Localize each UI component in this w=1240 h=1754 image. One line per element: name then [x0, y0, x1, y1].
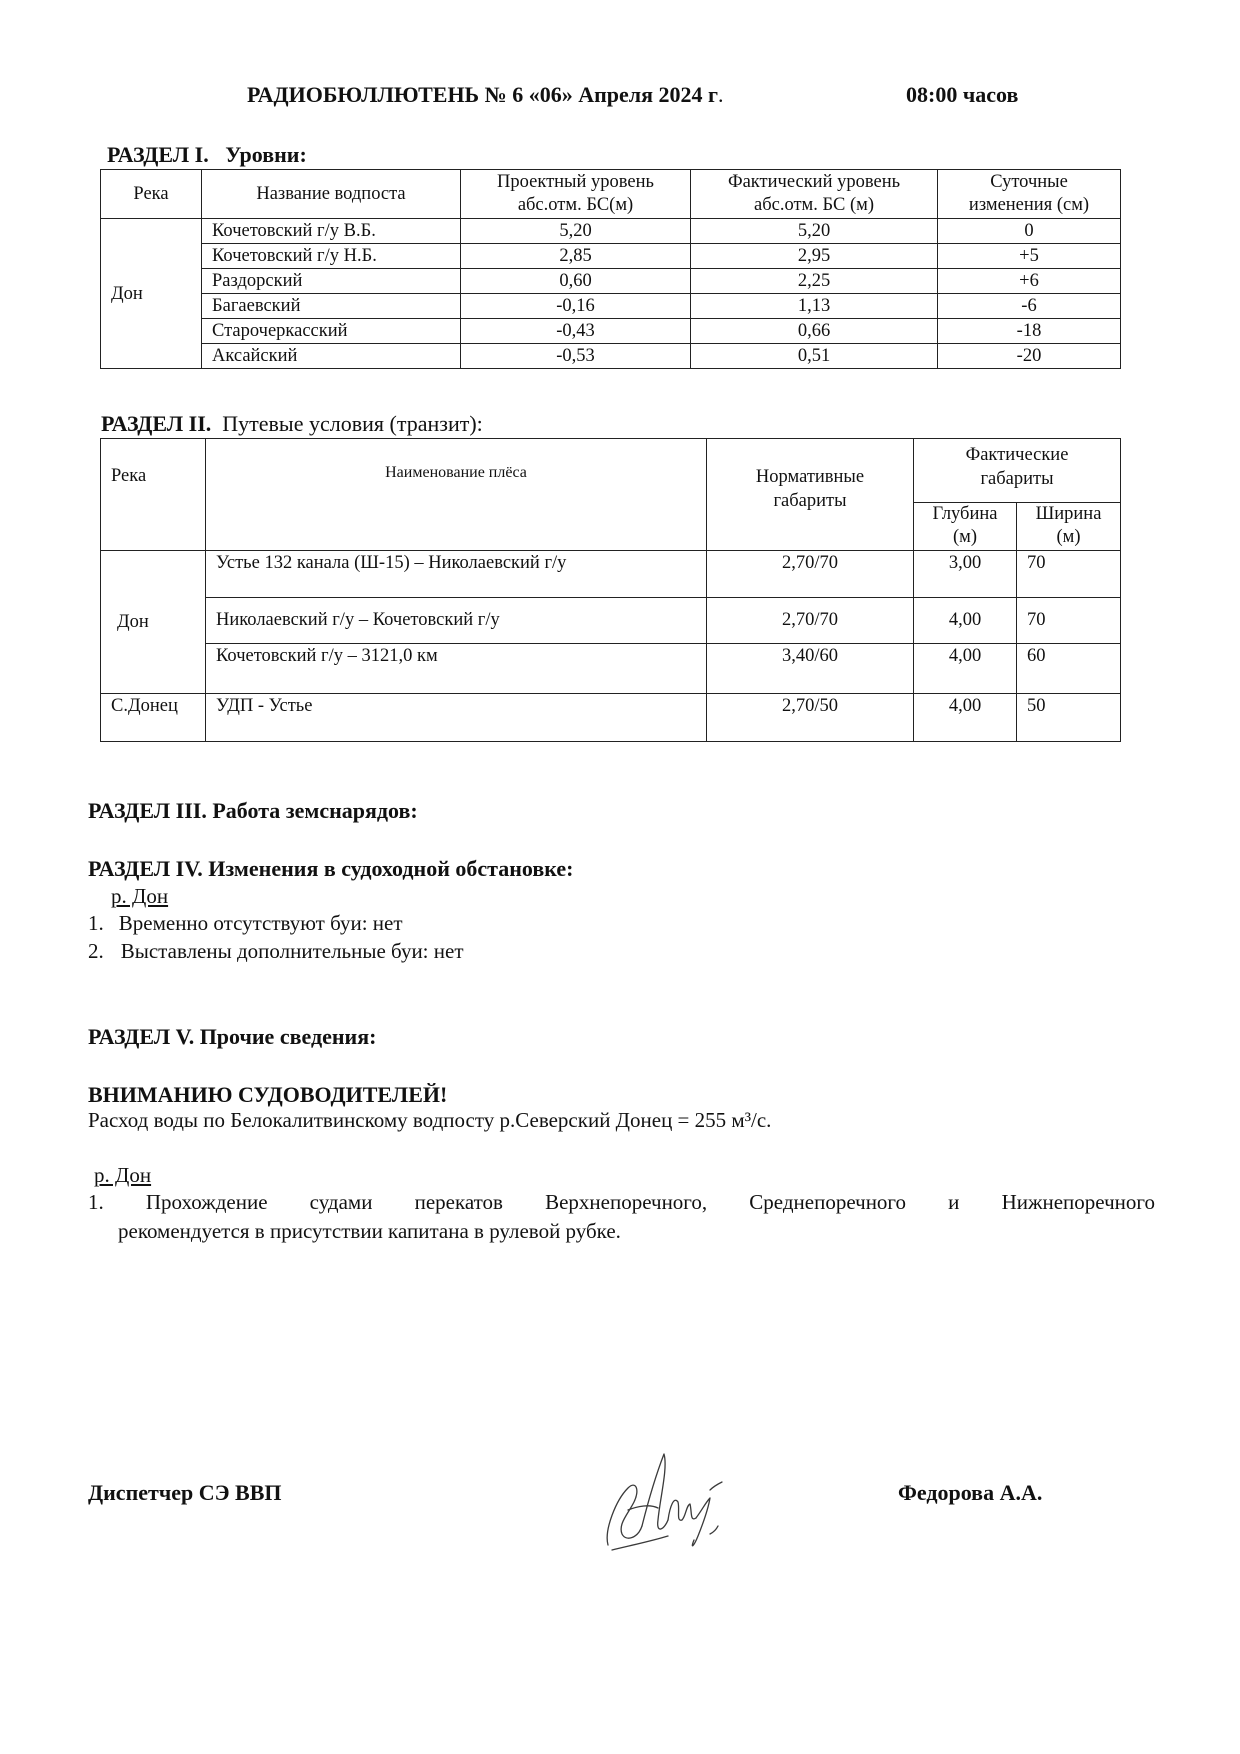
levels-design: 5,20: [461, 219, 691, 244]
dispatcher-role: Диспетчер СЭ ВВП: [88, 1480, 282, 1505]
bulletin-title-dot: .: [718, 82, 724, 107]
section2-heading: [101, 411, 483, 437]
transit-col-width-line1: Ширина: [1035, 504, 1102, 524]
levels-post: Старочеркасский: [202, 319, 461, 344]
levels-col-design-line2: абс.отм. БС(м): [517, 195, 634, 215]
section1-heading-num: РАЗДЕЛ I.: [107, 142, 209, 167]
attention-item: [88, 1190, 1155, 1215]
transit-river-don: Дон: [101, 551, 206, 694]
bulletin-title-text: РАДИОБЮЛЛЮТЕНЬ № 6 «06» Апреля 2024 г: [247, 82, 719, 107]
attention-word: и: [948, 1190, 960, 1214]
transit-table: [100, 438, 1121, 742]
transit-table-header: [101, 439, 1121, 503]
transit-norm: 2,70/70: [707, 598, 914, 644]
list-item: [88, 911, 403, 936]
levels-change: +6: [938, 269, 1121, 294]
section2-heading-text: Путевые условия (транзит):: [222, 411, 483, 436]
transit-width: 60: [1017, 644, 1121, 694]
section1-heading: [107, 142, 307, 168]
attention-item-line1: [88, 1190, 1155, 1215]
transit-col-norm: [707, 439, 914, 551]
list-item-text: Временно отсутствуют буи: нет: [118, 911, 403, 935]
transit-width: 70: [1017, 551, 1121, 598]
table-row: [101, 319, 1121, 344]
levels-col-actual-line1: Фактический уровень: [727, 172, 901, 192]
levels-post: Кочетовский г/у Н.Б.: [202, 244, 461, 269]
transit-col-width: [1017, 503, 1121, 551]
attention-heading: ВНИМАНИЮ СУДОВОДИТЕЛЕЙ!: [88, 1082, 448, 1107]
levels-col-actual: [691, 170, 938, 219]
transit-depth: 4,00: [914, 644, 1017, 694]
levels-actual: 1,13: [691, 294, 938, 319]
transit-col-width-line2: (м): [1056, 527, 1081, 547]
levels-col-change-line2: изменения (см): [968, 195, 1090, 215]
levels-table: [100, 169, 1121, 369]
table-row: [101, 269, 1121, 294]
attention-text: Расход воды по Белокалитвинскому водпосту р.Северский Донец = 255 м³/с.: [88, 1108, 772, 1132]
levels-post: Багаевский: [202, 294, 461, 319]
table-row: [101, 644, 1121, 694]
levels-post: Кочетовский г/у В.Б.: [202, 219, 461, 244]
transit-col-river: Река: [101, 439, 206, 551]
transit-reach: УДП - Устье: [206, 694, 707, 742]
transit-col-depth-line2: (м): [952, 527, 978, 547]
transit-norm: 3,40/60: [707, 644, 914, 694]
table-row: [101, 294, 1121, 319]
transit-col-actual: [914, 439, 1121, 503]
levels-post: Раздорский: [202, 269, 461, 294]
levels-actual: 5,20: [691, 219, 938, 244]
levels-design: -0,43: [461, 319, 691, 344]
transit-col-reach: Наименование плёса: [206, 439, 707, 551]
section3-heading: РАЗДЕЛ III. Работа земснарядов:: [88, 798, 418, 823]
section4-river: р. Дон: [111, 884, 169, 908]
section5-heading: РАЗДЕЛ V. Прочие сведения:: [88, 1024, 377, 1049]
levels-actual: 0,51: [691, 344, 938, 369]
attention-river: р. Дон: [94, 1163, 152, 1187]
levels-col-actual-line2: абс.отм. БС (м): [754, 195, 874, 215]
attention-item-num: 1.: [88, 1190, 104, 1214]
levels-design: -0,16: [461, 294, 691, 319]
levels-design: -0,53: [461, 344, 691, 369]
transit-col-depth: [914, 503, 1017, 551]
attention-word: Прохождение: [145, 1190, 268, 1214]
table-row: [101, 244, 1121, 269]
levels-change: 0: [938, 219, 1121, 244]
levels-design: 2,85: [461, 244, 691, 269]
attention-word: перекатов: [414, 1190, 503, 1214]
transit-depth: 3,00: [914, 551, 1017, 598]
levels-col-post: Название водпоста: [202, 170, 461, 219]
list-item-text: Выставлены дополнительные буи: нет: [120, 939, 464, 963]
attention-item-line2: рекомендуется в присутствии капитана в рулевой рубке.: [118, 1219, 621, 1243]
transit-col-norm-line1: Нормативные: [755, 467, 865, 487]
levels-post: Аксайский: [202, 344, 461, 369]
transit-col-actual-line1: Фактические: [965, 445, 1069, 465]
transit-width: 50: [1017, 694, 1121, 742]
list-item-num: 2.: [88, 939, 104, 963]
transit-col-actual-line2: габариты: [980, 469, 1054, 489]
levels-river-cell: Дон: [101, 219, 202, 369]
table-row: [101, 219, 1121, 244]
transit-reach: Николаевский г/у – Кочетовский г/у: [206, 598, 707, 644]
transit-reach: Устье 132 канала (Ш-15) – Николаевский г/у: [206, 551, 707, 598]
bulletin-title: [247, 82, 724, 108]
transit-river-sdonets: С.Донец: [101, 694, 206, 742]
section1-heading-text: Уровни:: [225, 142, 307, 167]
levels-col-design-line1: Проектный уровень: [497, 172, 654, 192]
attention-word: судами: [309, 1190, 373, 1214]
transit-depth: 4,00: [914, 694, 1017, 742]
bulletin-time: 08:00 часов: [906, 82, 1019, 107]
levels-change: -6: [938, 294, 1121, 319]
levels-actual: 2,25: [691, 269, 938, 294]
dispatcher-name: Федорова А.А.: [898, 1480, 1043, 1505]
table-row: [101, 694, 1121, 742]
transit-norm: 2,70/50: [707, 694, 914, 742]
levels-change: -20: [938, 344, 1121, 369]
levels-col-design: [461, 170, 691, 219]
transit-norm: 2,70/70: [707, 551, 914, 598]
levels-change: +5: [938, 244, 1121, 269]
levels-col-change: [938, 170, 1121, 219]
levels-design: 0,60: [461, 269, 691, 294]
attention-word: Среднепоречного: [749, 1190, 907, 1214]
levels-actual: 0,66: [691, 319, 938, 344]
list-item: [88, 939, 464, 964]
attention-word: Нижнепоречного: [1001, 1190, 1155, 1214]
levels-col-river: Река: [101, 170, 202, 219]
levels-table-header: [101, 170, 1121, 219]
levels-change: -18: [938, 319, 1121, 344]
table-row: [101, 344, 1121, 369]
levels-col-change-line1: Суточные: [990, 172, 1068, 192]
transit-col-depth-line1: Глубина: [932, 504, 998, 524]
list-item-num: 1.: [88, 911, 104, 935]
transit-width: 70: [1017, 598, 1121, 644]
table-row: [101, 551, 1121, 598]
transit-reach: Кочетовский г/у – 3121,0 км: [206, 644, 707, 694]
signature-icon: [598, 1450, 728, 1560]
attention-word: Верхнепоречного,: [545, 1190, 708, 1214]
transit-col-norm-line2: габариты: [773, 491, 847, 511]
levels-actual: 2,95: [691, 244, 938, 269]
transit-depth: 4,00: [914, 598, 1017, 644]
table-row: [101, 598, 1121, 644]
section4-heading: РАЗДЕЛ IV. Изменения в судоходной обстановке:: [88, 856, 574, 881]
section2-heading-num: РАЗДЕЛ II.: [101, 411, 212, 436]
